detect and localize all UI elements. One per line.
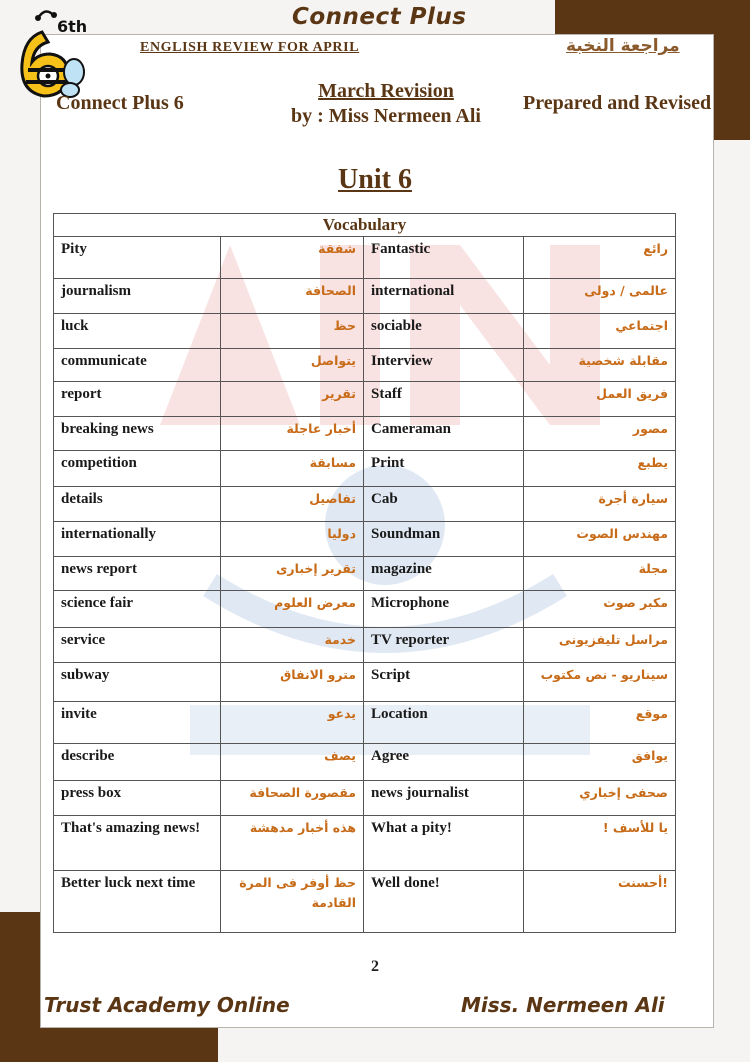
english-word-cell: Soundman <box>364 522 524 557</box>
page-number: 2 <box>371 958 379 975</box>
table-row <box>54 744 676 781</box>
arabic-meaning-cell: سيناريو - نص مكتوب <box>524 663 676 702</box>
english-word-cell: Better luck next time <box>54 871 221 933</box>
english-word-cell: TV reporter <box>364 628 524 663</box>
arabic-meaning-cell: مقابلة شخصية <box>524 349 676 382</box>
english-word-cell: Well done! <box>364 871 524 933</box>
english-word-cell: Location <box>364 702 524 744</box>
arabic-meaning-cell: يوافق <box>524 744 676 781</box>
english-word-cell: Pity <box>54 237 221 279</box>
arabic-meaning-cell: يا للأسف ! <box>524 816 676 871</box>
arabic-meaning-cell: سيارة أجرة <box>524 487 676 522</box>
english-word-cell: science fair <box>54 591 221 628</box>
table-caption: Vocabulary <box>54 214 676 237</box>
english-word-cell: report <box>54 382 221 417</box>
table-row <box>54 237 676 279</box>
english-word-cell: journalism <box>54 279 221 314</box>
english-word-cell: magazine <box>364 557 524 591</box>
arabic-meaning-cell: تقرير إخبارى <box>221 557 364 591</box>
table-row <box>54 781 676 816</box>
english-word-cell: Script <box>364 663 524 702</box>
course-name: Connect Plus 6 <box>56 92 184 114</box>
arabic-meaning-cell: مترو الانفاق <box>221 663 364 702</box>
revision-heading <box>270 79 502 129</box>
english-word-cell: Agree <box>364 744 524 781</box>
english-word-cell: details <box>54 487 221 522</box>
table-row <box>54 702 676 744</box>
arabic-meaning-cell: يطبع <box>524 451 676 487</box>
arabic-meaning-cell: خدمة <box>221 628 364 663</box>
footer-academy: Trust Academy Online <box>44 993 290 1017</box>
table-row <box>54 628 676 663</box>
english-word-cell: internationally <box>54 522 221 557</box>
english-word-cell: service <box>54 628 221 663</box>
table-caption-row <box>54 214 676 237</box>
english-word-cell: news journalist <box>364 781 524 816</box>
arabic-meaning-cell: موقع <box>524 702 676 744</box>
english-word-cell: competition <box>54 451 221 487</box>
english-word-cell: Cameraman <box>364 417 524 451</box>
arabic-meaning-cell: يصف <box>221 744 364 781</box>
table-row <box>54 279 676 314</box>
english-word-cell: invite <box>54 702 221 744</box>
arabic-meaning-cell: شفقة <box>221 237 364 279</box>
english-word-cell: sociable <box>364 314 524 349</box>
arabic-meaning-cell: صحفى إخباري <box>524 781 676 816</box>
arabic-meaning-cell: حظ أوفر فى المرة القادمة <box>221 871 364 933</box>
unit-title: Unit 6 <box>338 164 412 195</box>
review-title: ENGLISH REVIEW FOR APRIL <box>140 40 360 55</box>
table-row <box>54 663 676 702</box>
table-row <box>54 871 676 933</box>
revision-title: March Revision <box>318 80 454 102</box>
arabic-meaning-cell: تقرير <box>221 382 364 417</box>
english-word-cell: news report <box>54 557 221 591</box>
arabic-meaning-cell: يتواصل <box>221 349 364 382</box>
arabic-meaning-cell: هذه أخبار مدهشة <box>221 816 364 871</box>
english-word-cell: press box <box>54 781 221 816</box>
arabic-meaning-cell: مسابقة <box>221 451 364 487</box>
arabic-meaning-cell: مقصورة الصحافة <box>221 781 364 816</box>
english-word-cell: communicate <box>54 349 221 382</box>
arabic-meaning-cell: دوليا <box>221 522 364 557</box>
arabic-meaning-cell: فريق العمل <box>524 382 676 417</box>
english-word-cell: Fantastic <box>364 237 524 279</box>
table-row <box>54 522 676 557</box>
arabic-meaning-cell: الصحافة <box>221 279 364 314</box>
english-word-cell: luck <box>54 314 221 349</box>
arabic-meaning-cell: حظ <box>221 314 364 349</box>
table-row <box>54 314 676 349</box>
english-word-cell: Staff <box>364 382 524 417</box>
table-row <box>54 816 676 871</box>
arabic-meaning-cell: أخبار عاجلة <box>221 417 364 451</box>
arabic-meaning-cell: مراسل تليفزيونى <box>524 628 676 663</box>
footer-teacher: Miss. Nermeen Ali <box>461 993 665 1017</box>
english-word-cell: That's amazing news! <box>54 816 221 871</box>
revision-author: by : Miss Nermeen Ali <box>291 105 481 127</box>
arabic-meaning-cell: عالمى / دولى <box>524 279 676 314</box>
prepared-by-text: Prepared and Revised <box>523 92 712 114</box>
arabic-meaning-cell: مجلة <box>524 557 676 591</box>
table-row <box>54 349 676 382</box>
english-word-cell: international <box>364 279 524 314</box>
arabic-meaning-cell: رائع <box>524 237 676 279</box>
english-word-cell: breaking news <box>54 417 221 451</box>
arabic-brand-title: مراجعة النخبة <box>566 36 680 56</box>
arabic-meaning-cell: يدعو <box>221 702 364 744</box>
table-row <box>54 417 676 451</box>
arabic-meaning-cell: معرض العلوم <box>221 591 364 628</box>
english-word-cell: Print <box>364 451 524 487</box>
table-row <box>54 451 676 487</box>
arabic-meaning-cell: اجتماعي <box>524 314 676 349</box>
arabic-meaning-cell: مكبر صوت <box>524 591 676 628</box>
table-row <box>54 557 676 591</box>
english-word-cell: Interview <box>364 349 524 382</box>
logo-text: 6th <box>57 17 88 36</box>
table-row <box>54 382 676 417</box>
arabic-meaning-cell: !أحسنت <box>524 871 676 933</box>
arabic-meaning-cell: مهندس الصوت <box>524 522 676 557</box>
english-word-cell: Microphone <box>364 591 524 628</box>
vocabulary-table <box>53 213 676 933</box>
arabic-meaning-cell: مصور <box>524 417 676 451</box>
sixth-grade-bee-logo-icon <box>8 2 90 106</box>
table-row <box>54 591 676 628</box>
english-word-cell: Cab <box>364 487 524 522</box>
arabic-meaning-cell: تفاصيل <box>221 487 364 522</box>
table-row <box>54 487 676 522</box>
brand-title: Connect Plus <box>292 4 467 30</box>
english-word-cell: subway <box>54 663 221 702</box>
english-word-cell: What a pity! <box>364 816 524 871</box>
english-word-cell: describe <box>54 744 221 781</box>
